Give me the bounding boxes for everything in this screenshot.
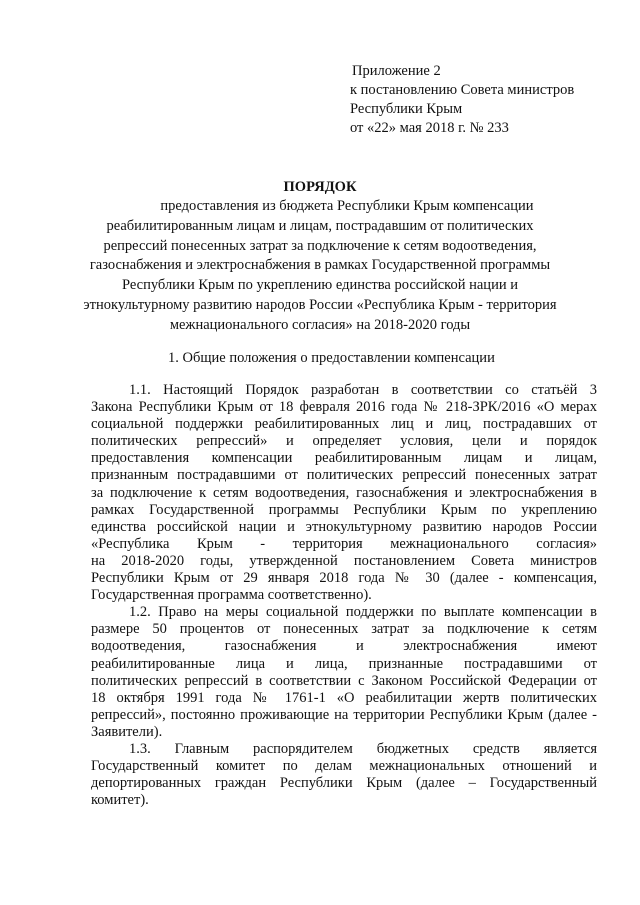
paragraph-line: водоотведения, газоснабжения и электроснабжения имеют xyxy=(91,638,597,655)
appendix-line: от «22» мая 2018 г. № 233 xyxy=(350,120,509,136)
paragraph-line: единства российской нации и этнокультурному развитию народов России xyxy=(91,518,597,535)
subtitle-line: газоснабжения и электроснабжения в рамках Государственной программы xyxy=(89,257,551,274)
subtitle-line: реабилитированным лицам и лицам, пострадавшим от политических xyxy=(106,217,534,234)
paragraph-line: репрессий», постоянно проживающие на территории Республики Крым (далее - xyxy=(91,706,597,723)
appendix-note xyxy=(350,62,610,138)
subtitle-line: этнокультурному развитию народов России «Республика Крым - территория xyxy=(83,296,557,313)
paragraph-line: признанным пострадавшими от политических репрессий понесенных затрат xyxy=(91,467,597,484)
subtitle-line: Республики Крым по укреплению единства российской нации и xyxy=(122,277,518,294)
paragraph-line: за подключение к сетям водоотведения, газоснабжения и электроснабжения в xyxy=(91,484,597,501)
paragraph-line: Закона Республики Крым от 18 февраля 2016 года № 218-ЗРК/2016 «О мерах xyxy=(91,399,597,416)
paragraph-line: Государственный комитет по делам межнациональных отношений и xyxy=(91,758,597,775)
paragraph-line: предоставления компенсации реабилитированным лицам и лицам, xyxy=(91,450,597,467)
paragraph-line: 1.2. Право на меры социальной поддержки по выплате компенсации в xyxy=(129,604,597,621)
paragraph-line: размере 50 процентов от понесенных затрат за подключение к сетям xyxy=(91,621,597,638)
appendix-line: Приложение 2 xyxy=(352,63,441,79)
paragraph-line: 1.3. Главным распорядителем бюджетных средств является xyxy=(129,740,597,757)
paragraph-line: рамках Государственной программы Республики Крым по укреплению xyxy=(91,501,597,518)
paragraph-line: Государственная программа соответственно). xyxy=(91,587,372,604)
paragraph-line: на 2018-2020 годы, утвержденной постановлением Совета министров xyxy=(91,552,597,569)
document-title: ПОРЯДОК xyxy=(283,179,357,195)
body-text xyxy=(91,382,597,809)
paragraph-line: комитет). xyxy=(91,792,149,809)
paragraph-line: Республики Крым от 29 января 2018 года № 30 (далее - компенсация, xyxy=(91,570,597,587)
subtitle-line: предоставления из бюджета Республики Крым компенсации xyxy=(160,198,534,214)
document-subtitle xyxy=(0,197,640,336)
appendix-line: к постановлению Совета министров xyxy=(350,82,575,98)
subtitle-line: межнационального согласия» на 2018-2020 годы xyxy=(169,316,471,333)
paragraph-line: 1.1. Настоящий Порядок разработан в соответствии со статьёй 3 xyxy=(129,382,597,398)
paragraph-line: социальной поддержки реабилитированных лиц и лиц, пострадавших от xyxy=(91,416,597,433)
paragraph-line: политических репрессий» и определяет условия, цели и порядок xyxy=(91,433,597,450)
paragraph-line: Заявители). xyxy=(91,723,163,740)
appendix-line: Республики Крым xyxy=(350,101,463,117)
paragraph-line: реабилитированные лица и лица, признанные пострадавшими от xyxy=(91,655,597,672)
paragraph-line: 18 октября 1991 года № 1761-1 «О реабилитации жертв политических xyxy=(91,689,597,706)
section-heading: 1. Общие положения о предоставлении компенсации xyxy=(168,350,495,366)
subtitle-line: репрессий понесенных затрат за подключение к сетям водоотведения, xyxy=(103,237,537,254)
paragraph-line: политических репрессий в соответствии с Законом Российской Федерации от xyxy=(91,672,597,689)
paragraph-line: депортированных граждан Республики Крым (далее – Государственный xyxy=(91,775,597,792)
paragraph-line: «Республика Крым - территория межнационального согласия» xyxy=(91,535,597,552)
